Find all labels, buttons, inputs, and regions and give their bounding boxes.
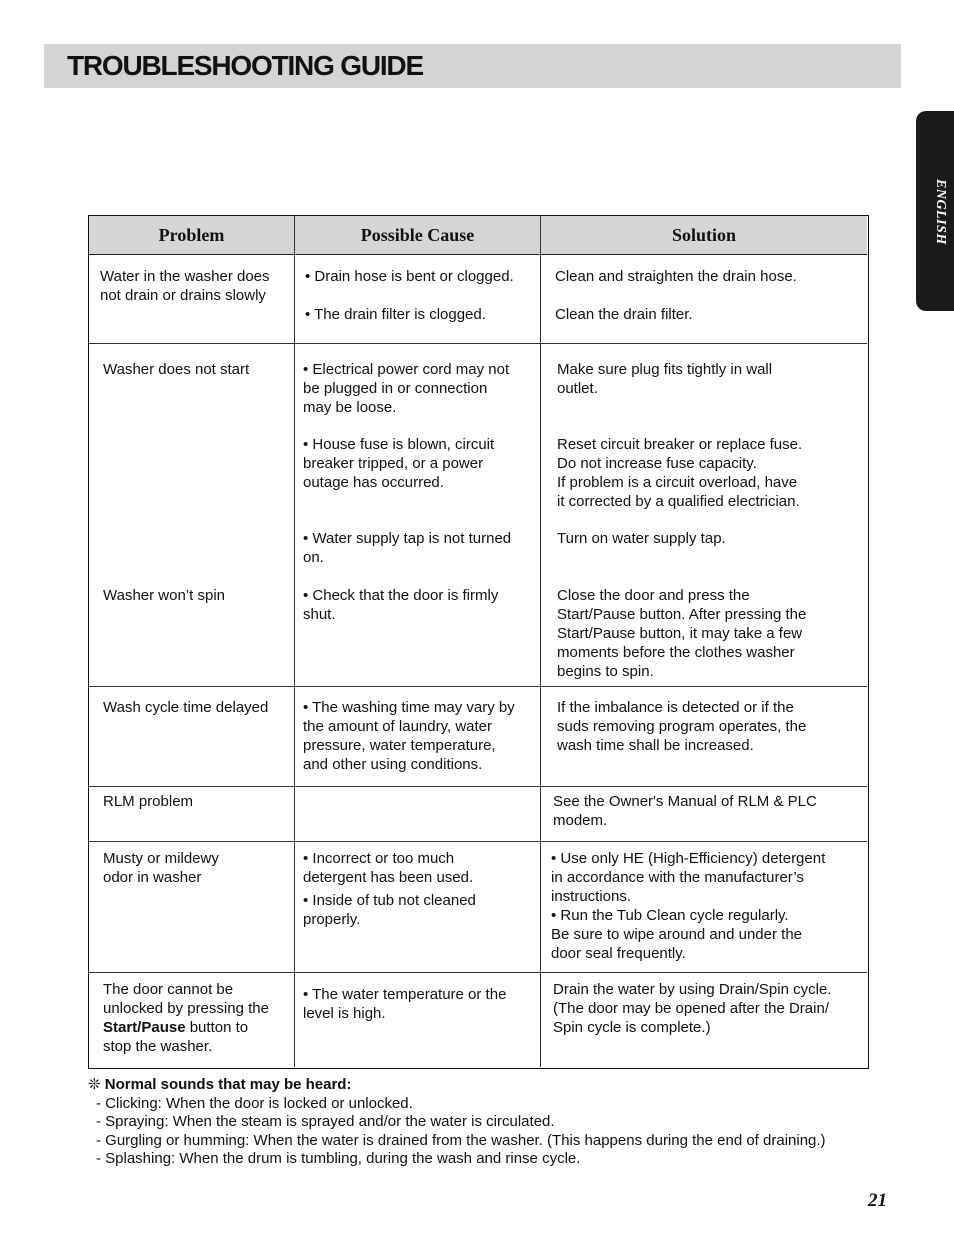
problem-text: RLM problem [103,793,194,810]
row-divider [89,343,867,344]
page-title: TROUBLESHOOTING GUIDE [67,50,423,81]
problem-text: Musty or mildewy odor in washer [103,850,219,886]
column-header-problem: Problem [158,225,225,245]
problem-text: Washer does not start [103,361,250,378]
cause-text: • Electrical power cord may not be plugged in or connection may be loose. [303,361,510,416]
troubleshooting-table [88,215,869,1069]
cause-text: • The water temperature or the level is high. [303,986,507,1022]
column-header-cause: Possible Cause [360,225,475,245]
notes-title: Normal sounds that may be heard: [104,1076,352,1093]
start-pause-bold: Start/Pause [103,1019,186,1036]
row-divider [89,972,867,973]
problem-text-part: button to stop the washer. [103,1019,249,1055]
note-item: - Spraying: When the steam is sprayed and/or the water is circulated. [96,1113,555,1130]
solution-text: See the Owner's Manual of RLM & PLC modem. [553,793,817,829]
note-symbol: ❊ [88,1076,101,1093]
table-header [89,216,867,255]
solution-text: Reset circuit breaker or replace fuse. Do not increase fuse capacity. If problem is a circuit overload, have it corrected by a qualified electrician. [557,436,803,510]
cause-text: • The drain filter is clogged. [305,306,486,323]
row-divider [89,786,867,787]
row-divider [89,686,867,687]
page-number: 21 [868,1190,887,1211]
cause-text: • Water supply tap is not turned on. [303,530,512,566]
solution-text: Make sure plug fits tightly in wall outlet. [557,361,773,397]
note-item: - Clicking: When the door is locked or unlocked. [96,1094,413,1112]
title-bar [44,44,901,88]
language-tab [916,111,954,311]
cause-text: • House fuse is blown, circuit breaker tripped, or a power outage has occurred. [303,436,495,491]
solution-text: • Use only HE (High-Efficiency) detergent in accordance with the manufacturer’s instructions. • Run the Tub Clean cycle regularly. Be sure to wipe around and under the door seal frequently. [551,850,826,962]
normal-sounds-notes [88,1076,888,1169]
solution-text: Drain the water by using Drain/Spin cycle. (The door may be opened after the Drain/ Spin cycle is complete.) [553,981,832,1036]
row-divider [89,841,867,842]
solution-text: Clean the drain filter. [555,306,693,323]
problem-text-part: The door cannot be unlocked by pressing the [103,981,269,1017]
problem-text: Water in the washer does not drain or drains slowly [100,268,270,304]
cause-text: • Inside of tub not cleaned properly. [303,892,476,928]
problem-text [103,980,269,1056]
solution-text: If the imbalance is detected or if the suds removing program operates, the wash time shall be increased. [557,699,807,754]
cause-text: • Check that the door is firmly shut. [303,587,499,623]
cause-text: • Incorrect or too much detergent has been used. [303,850,474,886]
solution-text: Close the door and press the Start/Pause button. After pressing the Start/Pause button, it may take a few moments before the clothes washer begins to spin. [557,587,807,680]
cause-text: • Drain hose is bent or clogged. [305,268,514,285]
problem-text: Wash cycle time delayed [103,699,269,716]
cause-text: • The washing time may vary by the amount of laundry, water pressure, water temperature, and other using conditions. [303,699,515,773]
notes-title-line [88,1076,888,1095]
column-header-solution: Solution [671,225,737,245]
solution-text: Turn on water supply tap. [557,530,726,547]
solution-text: Clean and straighten the drain hose. [555,268,797,285]
language-tab-label: ENGLISH [933,179,948,245]
problem-text: Washer won’t spin [103,587,225,604]
note-item: - Splashing: When the drum is tumbling, during the wash and rinse cycle. [96,1150,581,1167]
note-item: - Gurgling or humming: When the water is drained from the washer. (This happens during the end of draining.) [96,1131,826,1149]
